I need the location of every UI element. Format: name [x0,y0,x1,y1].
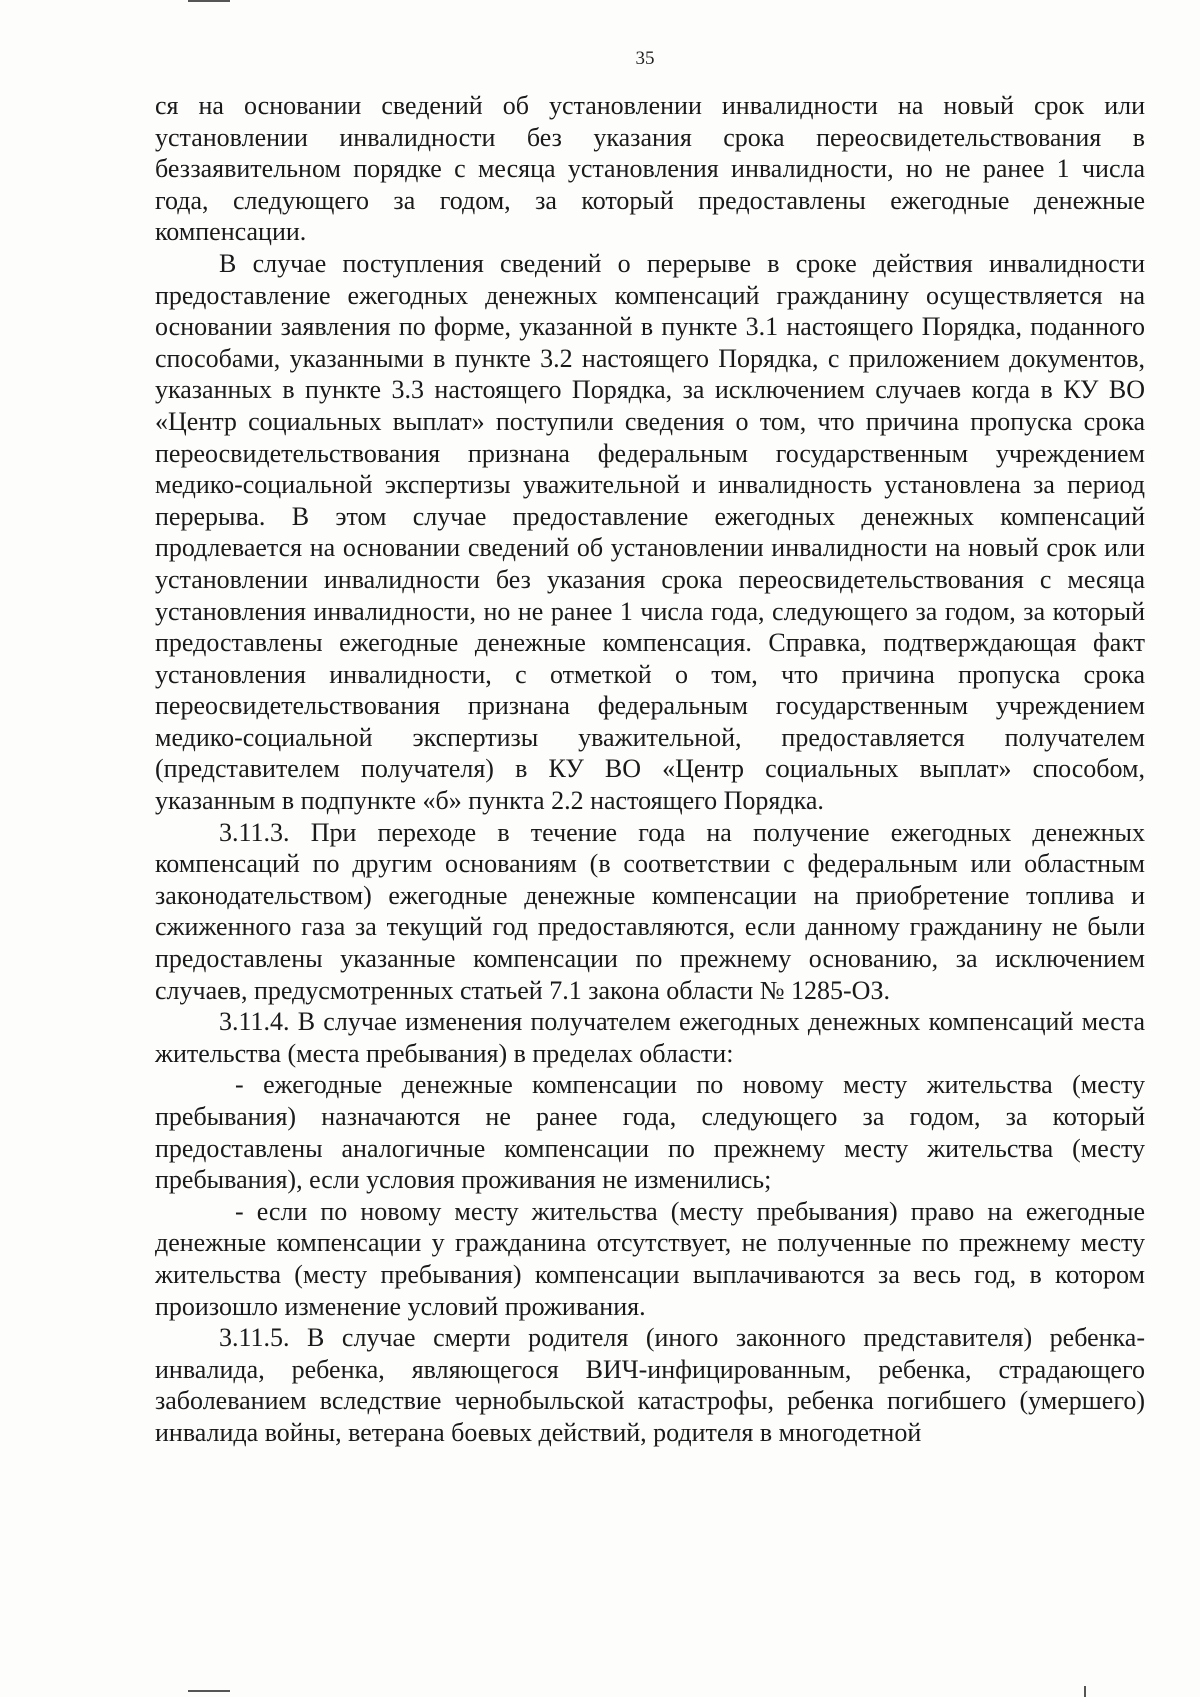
paragraph-continuation: ся на основании сведений об установлении инвалидности на новый срок или установлении инвалидности без указания срока переосвидетельствования в беззаявительном порядке с месяца установления инвалидности, но не ранее 1 числа года, следующего за годом, за который предоставлены ежегодные денежные компенсации. [155,91,1145,247]
scan-mark-bottom-right [1084,1686,1086,1697]
document-body [155,90,1145,1449]
paragraph-3-11-3: 3.11.3. При переходе в течение года на получение ежегодных денежных компенсаций по другим основаниям (в соответствии с федеральным или областным законодательством) ежегодные денежные компенсации на приобретение топлива и сжиженного газа за текущий год предоставляются, если данному гражданину не были предоставлены указанные компенсации по прежнему основанию, за исключением случаев, предусмотренных статьей 7.1 закона области № 1285-ОЗ. [155,817,1145,1005]
paragraph-3-11-5: 3.11.5. В случае смерти родителя (иного законного представителя) ребенка-инвалида, ребенка, являющегося ВИЧ-инфицированным, ребенка, страдающего заболеванием вследствие чернобыльской катастрофы, ребенка погибшего (умершего) инвалида войны, ветерана боевых действий, родителя в многодетной [155,1323,1145,1447]
page-number: 35 [635,48,655,69]
scan-mark-top [188,0,230,2]
paragraph-3-11-4: 3.11.4. В случае изменения получателем ежегодных денежных компенсаций места жительства (места пребывания) в пределах области: [155,1007,1145,1068]
list-item-new-residence: - ежегодные денежные компенсации по новому месту жительства (месту пребывания) назначаются не ранее года, следующего за годом, за который предоставлены аналогичные компенсации по прежнему месту жительства (месту пребывания), если условия проживания не изменились; [155,1070,1145,1195]
list-item-no-entitlement: - если по новому месту жительства (месту пребывания) право на ежегодные денежные компенсации у гражданина отсутствует, не полученные по прежнему месту жительства (месту пребывания) компенсации выплачиваются за весь год, в котором произошло изменение условий проживания. [155,1196,1145,1321]
paragraph-break-in-disability: В случае поступления сведений о перерыве в сроке действия инвалидности предоставление ежегодных денежных компенсаций гражданину осуществляется на основании заявления по форме, указанной в пункте 3.1 настоящего Порядка, поданного способами, указанными в пункте 3.2 настоящего Порядка, с приложением документов, указанных в пункте 3.3 настоящего Порядка, за исключением случаев когда в КУ ВО «Центр социальных выплат» поступили сведения о том, что причина пропуска срока переосвидетельствования признана федеральным государственным учреждением медико-социальной экспертизы уважительной и инвалидность установлена за период перерыва. В этом случае предоставление ежегодных денежных компенсаций продлевается на основании сведений об установлении инвалидности на новый срок или установлении инвалидности без указания срока переосвидетельствования с месяца установления инвалидности, но не ранее 1 числа года, следующего за годом, за который предоставлены ежегодные денежные компенсация. Справка, подтверждающая факт установления инвалидности, с отметкой о том, что причина пропуска срока переосвидетельствования признана федеральным государственным учреждением медико-социальной экспертизы уважительной, предоставляется получателем (представителем получателя) в КУ ВО «Центр социальных выплат» способом, указанным в подпункте «б» пункта 2.2 настоящего Порядка. [155,248,1145,816]
scan-mark-bottom-left [188,1690,230,1692]
